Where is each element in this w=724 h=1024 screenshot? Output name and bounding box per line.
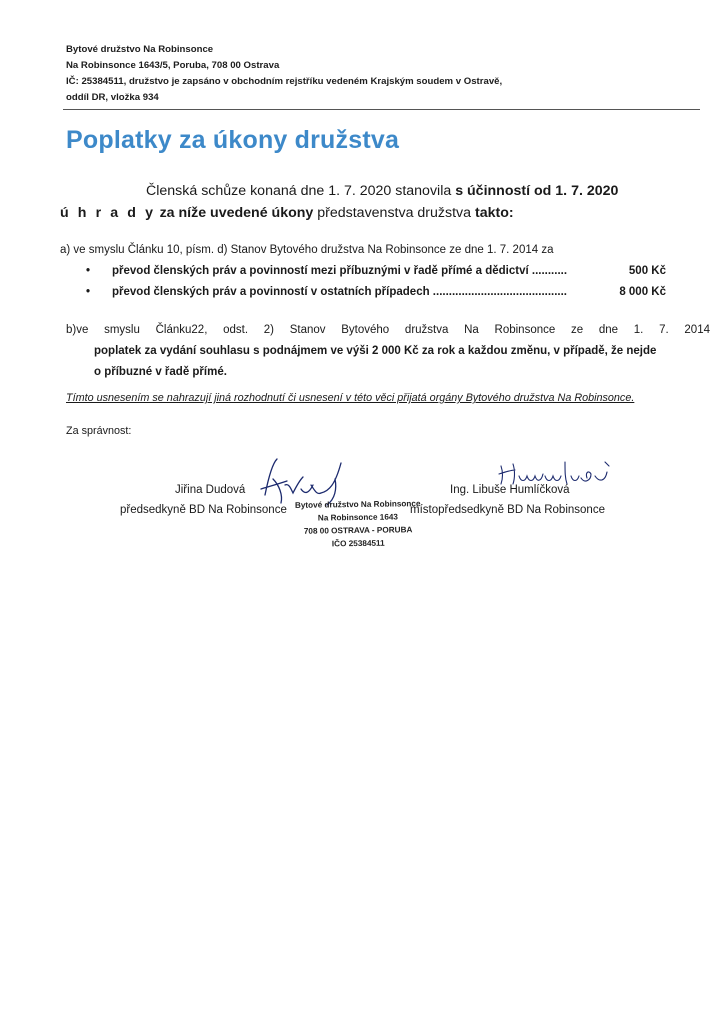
header-divider [63, 109, 700, 110]
vice-chairwoman-name: Ing. Libuše Humlíčková [450, 484, 570, 496]
fee-item [86, 265, 666, 286]
stamp-line: Bytové družstvo Na Robinsonce [294, 499, 421, 510]
intro-text: Členská schůze konaná dne 1. 7. 2020 stanovila [146, 183, 456, 199]
intro-board: představenstva družstva [313, 205, 475, 221]
section-b-fee-line: poplatek za vydání souhlasu s podnájmem ve výši 2 000 Kč za rok a každou změnu, v případě, že nejde [94, 345, 657, 357]
intro-effective-date: s účinností od 1. 7. 2020 [455, 183, 619, 199]
header-line-address: Na Robinsonce 1643/5, Poruba, 708 00 Ostrava [66, 60, 280, 71]
stamp-line: IČO 25384511 [331, 538, 385, 549]
intro-paragraph [60, 180, 660, 224]
fee-item [86, 286, 666, 307]
section-a-fee-list [86, 265, 666, 307]
section-b-intro: b)ve smyslu Článku22, odst. 2) Stanov Bytového družstva Na Robinsonce ze dne 1. 7. 2014 [66, 324, 710, 336]
cooperative-header [66, 42, 502, 106]
document-title: Poplatky za úkony družstva [66, 126, 400, 154]
section-b-fee-condition: o příbuzné v řadě přímé. [94, 366, 227, 378]
header-line-registration: IČ: 25384511, družstvo je zapsáno v obchodním rejstříku vedeném Krajským soudem v Ostravě, [66, 76, 503, 87]
header-line-register-section: oddíl DR, vložka 934 [66, 92, 159, 103]
stamp-line: 708 00 OSTRAVA - PORUBA [303, 525, 413, 536]
intro-fees-word: ú h r a d y [60, 205, 156, 221]
section-b [66, 320, 710, 383]
section-a-intro: a) ve smyslu Článku 10, písm. d) Stanov Bytového družstva Na Robinsonce ze dne 1. 7. 2014 za [60, 244, 554, 256]
fee-item-text: převod členských práv a povinností mezi příbuznými v řadě přímé a dědictví ........... [112, 265, 568, 277]
fee-item-amount: 8 000 Kč [619, 286, 666, 298]
correctness-label: Za správnost: [66, 425, 132, 437]
header-line-name: Bytové družstvo Na Robinsonce [66, 44, 214, 55]
intro-for-actions: za níže uvedené úkony [155, 205, 314, 221]
chairwoman-name: Jiřina Dudová [175, 484, 246, 496]
fee-item-text: převod členských práv a povinností v ostatních případech .......................................... [112, 286, 568, 298]
resolution-note: Tímto usnesením se nahrazují jiná rozhodnutí či usnesení v této věci přijatá orgány Bytového družstva Na Robinsonce. [66, 392, 635, 404]
intro-as-follows: takto: [474, 205, 514, 221]
chairwoman-role: předsedkyně BD Na Robinsonce [120, 504, 287, 516]
bullet: • [86, 265, 91, 277]
fee-item-amount: 500 Kč [628, 265, 666, 277]
vice-chairwoman-role: místopředsedkyně BD Na Robinsonce [410, 504, 605, 516]
cooperative-stamp [283, 497, 434, 551]
stamp-line: Na Robinsonce 1643 [317, 512, 399, 523]
bullet: • [86, 286, 91, 298]
